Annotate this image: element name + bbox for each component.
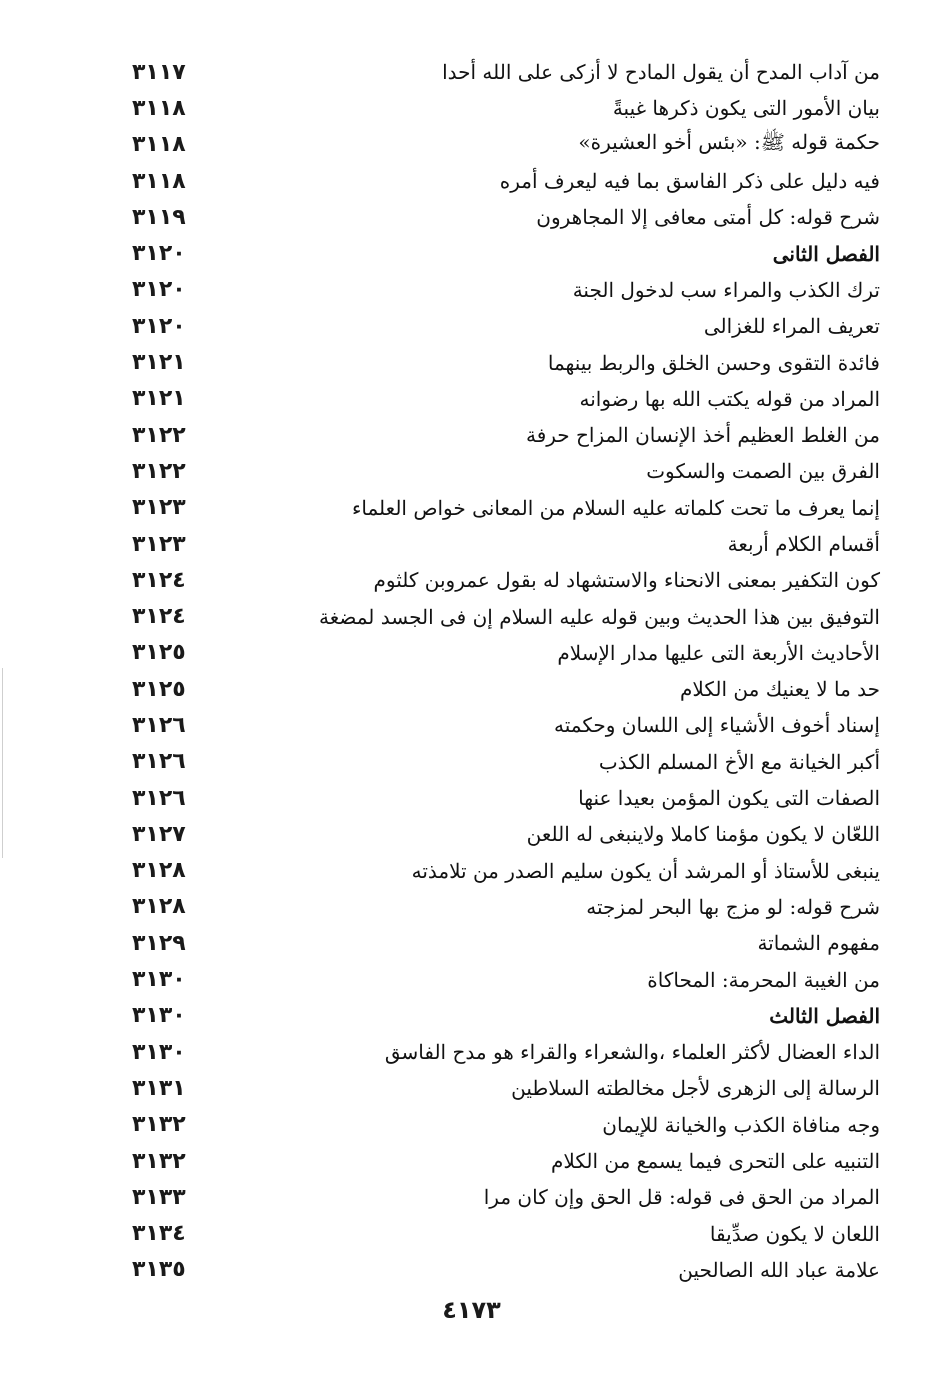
toc-entry-page: ٣١٣٠ [132, 1039, 186, 1065]
toc-entry [120, 490, 880, 526]
toc-entry-title: اللعان لا يكون صدِّيقا [709, 1221, 880, 1246]
toc-entry-page: ٣١٢٥ [132, 676, 186, 702]
toc-entry [120, 381, 880, 417]
toc-entry-title: اللعّان لا يكون مؤمنا كاملا ولاينبغى له اللعن [526, 822, 880, 847]
toc-entry [120, 1252, 880, 1288]
toc-entry-title: الفصل الثالث [769, 1003, 880, 1028]
toc-entry [120, 127, 880, 163]
toc-entry [120, 635, 880, 671]
toc-entry-title: من الغيبة المحرمة: المحاكاة [647, 967, 880, 992]
toc-entry-page: ٣١٢١ [132, 386, 186, 412]
toc-entry-page: ٣١٣٠ [132, 1003, 186, 1029]
toc-entry-title: إسناد أخوف الأشياء إلى اللسان وحكمته [554, 713, 880, 738]
toc-entry [120, 308, 880, 344]
toc-entry-page: ٣١٣٢ [132, 1148, 186, 1174]
toc-entry-title: وجه منافاة الكذب والخيانة للإيمان [602, 1112, 880, 1137]
toc-entry [120, 526, 880, 562]
toc-entry [120, 707, 880, 743]
toc-entry [120, 272, 880, 308]
toc-entry-title: علامة عباد الله الصالحين [678, 1257, 880, 1282]
page-number: ٤١٧٣ [442, 1296, 501, 1324]
toc-entry-title: الفرق بين الصمت والسكوت [646, 459, 880, 484]
toc-entry-page: ٣١٣١ [132, 1075, 186, 1101]
toc-entry-title: شرح قوله: كل أمتى معافى إلا المجاهرون [536, 205, 880, 230]
toc-entry-title: الداء العضال لأكثر العلماء ،والشعراء والقراء هو مدح الفاسق [384, 1040, 880, 1065]
toc-entry [120, 1216, 880, 1252]
toc-entry [120, 453, 880, 489]
toc-entry [120, 1034, 880, 1070]
toc-entry-page: ٣١٢٧ [132, 821, 186, 847]
toc-entry [120, 744, 880, 780]
toc-entry [120, 90, 880, 126]
toc-entry-page: ٣١٢٢ [132, 422, 186, 448]
toc-entry [120, 598, 880, 634]
toc-entry-title: فائدة التقوى وحسن الخلق والربط بينهما [547, 350, 880, 375]
toc-entry-page: ٣١٢٦ [132, 785, 186, 811]
toc-entry-page: ٣١٢٣ [132, 531, 186, 557]
toc-entry-title: من الغلط العظيم أخذ الإنسان المزاح حرفة [525, 423, 880, 448]
toc-entry-page: ٣١٢٦ [132, 712, 186, 738]
toc-entry [120, 1107, 880, 1143]
toc-entry [120, 344, 880, 380]
toc-entry-page: ٣١٢٤ [132, 604, 186, 630]
toc-entry [120, 1179, 880, 1215]
toc-entry-page: ٣١١٨ [132, 168, 186, 194]
toc-entry-title: ينبغى للأستاذ أو المرشد أن يكون سليم الصدر من تلامذته [411, 858, 880, 883]
toc-entry-page: ٣١٢٠ [132, 241, 186, 267]
toc-section-heading [120, 998, 880, 1034]
toc-entry-title: فيه دليل على ذكر الفاسق بما فيه ليعرف أمره [499, 169, 880, 194]
toc-entry-page: ٣١١٨ [132, 95, 186, 121]
toc-entry-page: ٣١١٨ [132, 132, 186, 158]
toc-entry [120, 780, 880, 816]
toc-section-heading [120, 235, 880, 271]
toc-entry [120, 1070, 880, 1106]
toc-entry-page: ٣١٢٥ [132, 640, 186, 666]
toc-entry-page: ٣١٢٠ [132, 277, 186, 303]
toc-entry-title: الأحاديث الأربعة التى عليها مدار الإسلام [557, 640, 880, 665]
table-of-contents [120, 54, 880, 1288]
toc-entry [120, 417, 880, 453]
toc-entry-page: ٣١٢٨ [132, 858, 186, 884]
toc-entry-page: ٣١١٩ [132, 204, 186, 230]
toc-entry-title: التنبيه على التحرى فيما يسمع من الكلام [551, 1149, 880, 1174]
toc-entry-page: ٣١٢٢ [132, 458, 186, 484]
toc-entry-title: من آداب المدح أن يقول المادح لا أزكى على الله أحدا [442, 60, 880, 85]
toc-entry [120, 925, 880, 961]
toc-entry-page: ٣١٣٣ [132, 1184, 186, 1210]
toc-entry [120, 54, 880, 90]
toc-entry-page: ٣١٢١ [132, 350, 186, 376]
toc-entry-page: ٣١٢٩ [132, 930, 186, 956]
toc-entry [120, 671, 880, 707]
toc-entry-page: ٣١١٧ [132, 59, 186, 85]
toc-entry [120, 816, 880, 852]
toc-entry [120, 889, 880, 925]
toc-entry-title: حكمة قوله ﷺ: «بئس أخو العشيرة» [578, 130, 880, 155]
page-edge-shadow [2, 668, 3, 858]
toc-entry [120, 1143, 880, 1179]
toc-entry-title: بيان الأمور التى يكون ذكرها غيبةً [612, 96, 880, 121]
toc-entry-page: ٣١٢٦ [132, 749, 186, 775]
toc-entry-page: ٣١٢٠ [132, 313, 186, 339]
toc-entry-title: أقسام الكلام أربعة [727, 532, 880, 556]
toc-entry-title: الصفات التى يكون المؤمن بعيدا عنها [578, 786, 880, 811]
toc-entry-page: ٣١٣٥ [132, 1257, 186, 1283]
toc-entry [120, 961, 880, 997]
toc-entry-page: ٣١٣٤ [132, 1221, 186, 1247]
toc-entry [120, 199, 880, 235]
toc-entry-title: المراد من الحق فى قوله: قل الحق وإن كان مرا [483, 1185, 880, 1210]
toc-entry-page: ٣١٢٨ [132, 894, 186, 920]
toc-entry-title: شرح قوله: لو مزج بها البحر لمزجته [586, 894, 880, 919]
toc-entry-title: المراد من قوله يكتب الله بها رضوانه [579, 386, 880, 411]
toc-entry-title: الرسالة إلى الزهرى لأجل مخالطته السلاطين [511, 1076, 880, 1101]
toc-entry-title: كون التكفير بمعنى الانحناء والاستشهاد له بقول عمروبن كلثوم [373, 568, 880, 593]
toc-entry-page: ٣١٢٤ [132, 567, 186, 593]
toc-entry-page: ٣١٣٠ [132, 967, 186, 993]
toc-entry-title: حد ما لا يعنيك من الكلام [680, 677, 880, 702]
toc-entry-page: ٣١٢٣ [132, 495, 186, 521]
toc-entry [120, 562, 880, 598]
toc-entry-title: تعريف المراء للغزالى [703, 314, 880, 339]
toc-entry [120, 853, 880, 889]
toc-entry-title: التوفيق بين هذا الحديث وبين قوله عليه السلام إن فى الجسد لمضغة [319, 604, 880, 629]
toc-entry [120, 163, 880, 199]
toc-entry-title: الفصل الثانى [772, 241, 880, 266]
toc-entry-title: إنما يعرف ما تحت كلماته عليه السلام من المعانى خواص العلماء [351, 495, 880, 520]
toc-entry-title: مفهوم الشماتة [757, 931, 880, 956]
toc-entry-page: ٣١٣٢ [132, 1112, 186, 1138]
toc-entry-title: ترك الكذب والمراء سب لدخول الجنة [572, 277, 880, 302]
toc-entry-title: أكبر الخيانة مع الأخ المسلم الكذب [598, 749, 880, 774]
